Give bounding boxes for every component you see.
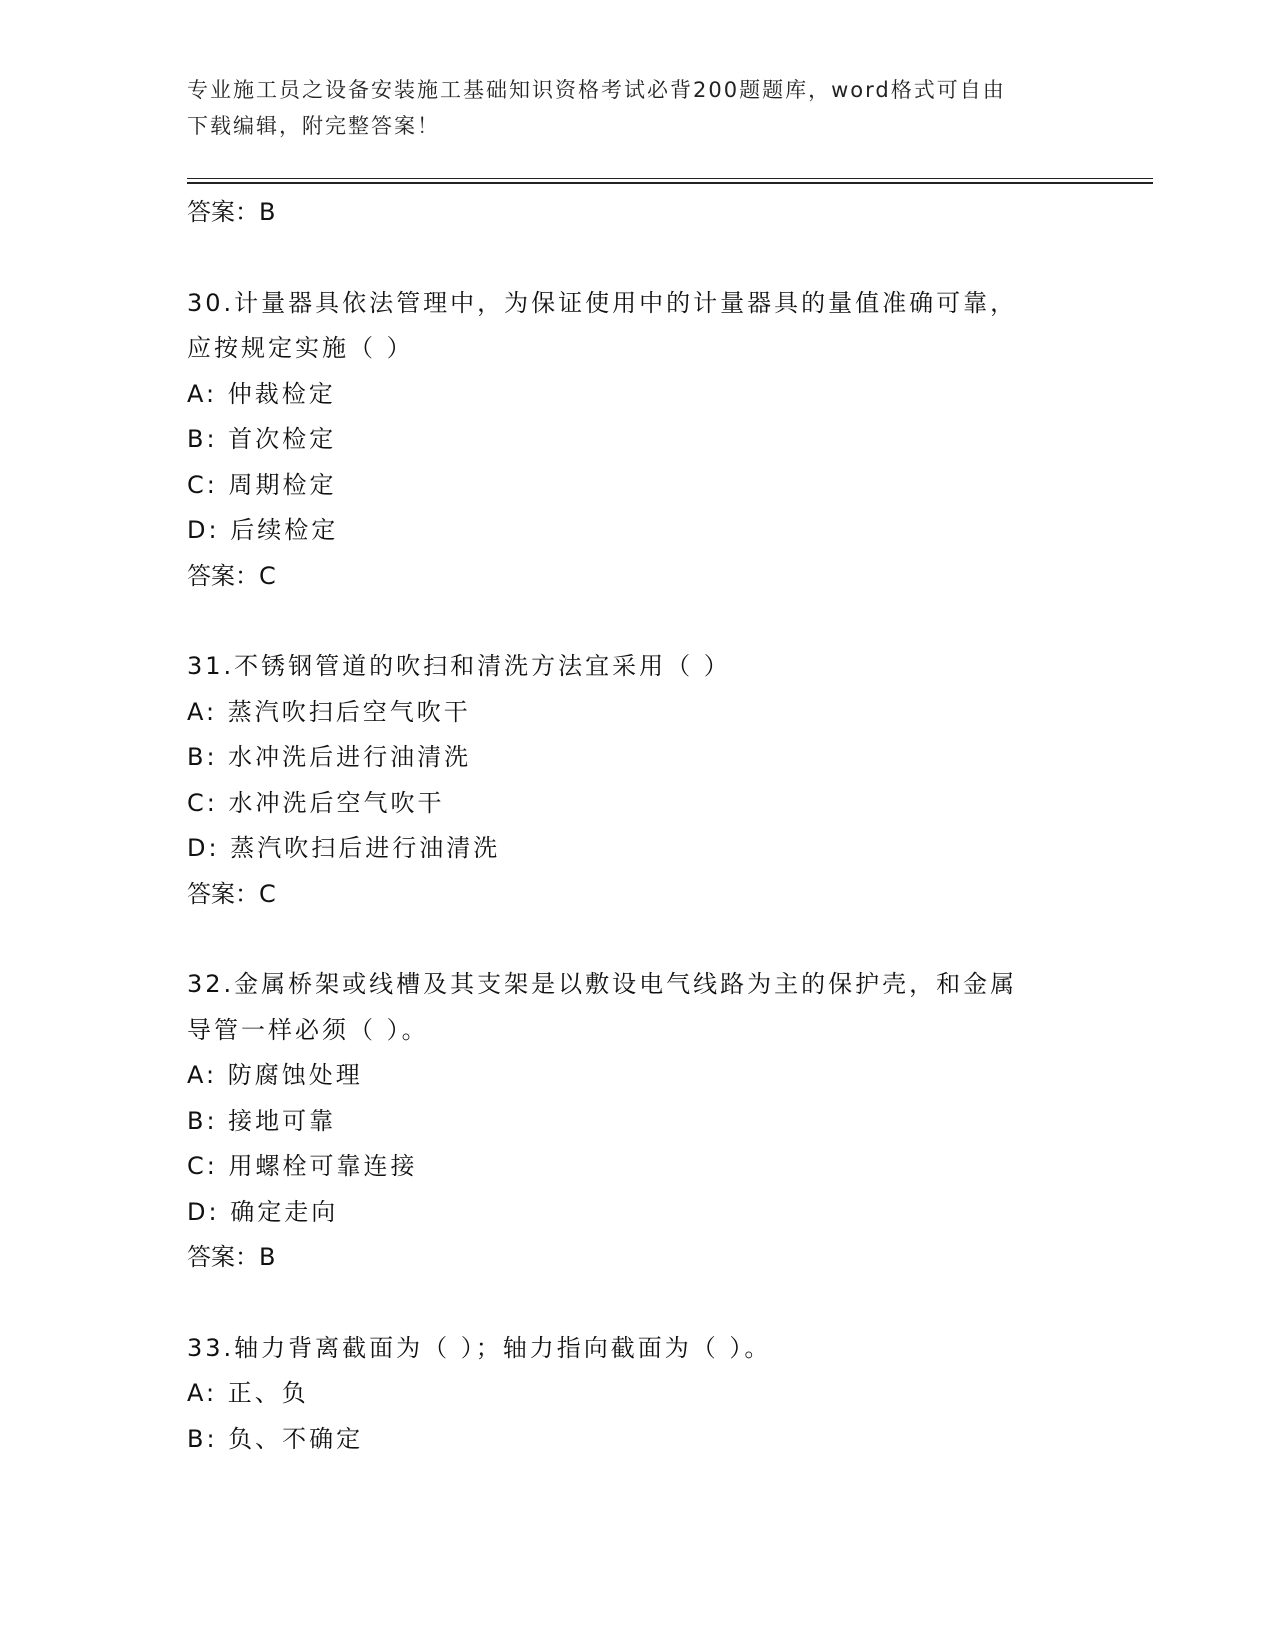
- answer: 答案：C: [187, 879, 276, 908]
- option-a: A: 防腐蚀处理: [187, 1061, 363, 1089]
- option-b: B: 首次检定: [187, 425, 337, 453]
- spacer: [187, 1281, 1117, 1326]
- question-list: [187, 190, 1117, 1462]
- header-rule-thick: [187, 182, 1153, 184]
- question-text-continued: 导管一样必须（ ）。: [187, 1015, 429, 1044]
- question-text: 31.不锈钢管道的吹扫和清洗方法宜采用（ ）: [187, 652, 731, 680]
- option-a: A: 正、负: [187, 1379, 309, 1407]
- option-d: D: 确定走向: [187, 1197, 339, 1226]
- question-30: [187, 281, 1117, 600]
- question-31: [187, 644, 1117, 917]
- option-a: A: 仲裁检定: [187, 379, 336, 408]
- option-a: A: 蒸汽吹扫后空气吹干: [187, 697, 471, 726]
- answer: 答案：C: [187, 561, 276, 590]
- option-d: D: 后续检定: [187, 516, 339, 544]
- option-c: C: 水冲洗后空气吹干: [187, 788, 445, 817]
- option-b: B: 负、不确定: [187, 1424, 364, 1453]
- document-header: [187, 72, 1087, 144]
- header-line-2: 下载编辑，附完整答案！: [187, 114, 440, 138]
- option-d: D: 蒸汽吹扫后进行油清洗: [187, 834, 501, 862]
- header-rule-thin: [187, 178, 1153, 179]
- answer: 答案：B: [187, 1243, 276, 1271]
- question-text: 32.金属桥架或线槽及其支架是以敷设电气线路为主的保护壳，和金属: [187, 970, 1018, 998]
- spacer: [187, 236, 1117, 281]
- header-line-1: 专业施工员之设备安装施工基础知识资格考试必背200题题库，word格式可自由: [187, 78, 1006, 102]
- question-text: 33.轴力背离截面为（ ）；轴力指向截面为（ ）。: [187, 1333, 772, 1362]
- question-32: [187, 962, 1117, 1281]
- option-c: C: 周期检定: [187, 470, 337, 499]
- previous-answer: 答案：B: [187, 198, 276, 226]
- spacer: [187, 599, 1117, 644]
- option-c: C: 用螺栓可靠连接: [187, 1152, 418, 1180]
- option-b: B: 接地可靠: [187, 1106, 337, 1135]
- question-text: 30.计量器具依法管理中，为保证使用中的计量器具的量值准确可靠，: [187, 288, 1018, 317]
- question-text-continued: 应按规定实施（ ）: [187, 334, 414, 362]
- spacer: [187, 917, 1117, 962]
- option-b: B: 水冲洗后进行油清洗: [187, 743, 472, 771]
- question-33: [187, 1326, 1117, 1463]
